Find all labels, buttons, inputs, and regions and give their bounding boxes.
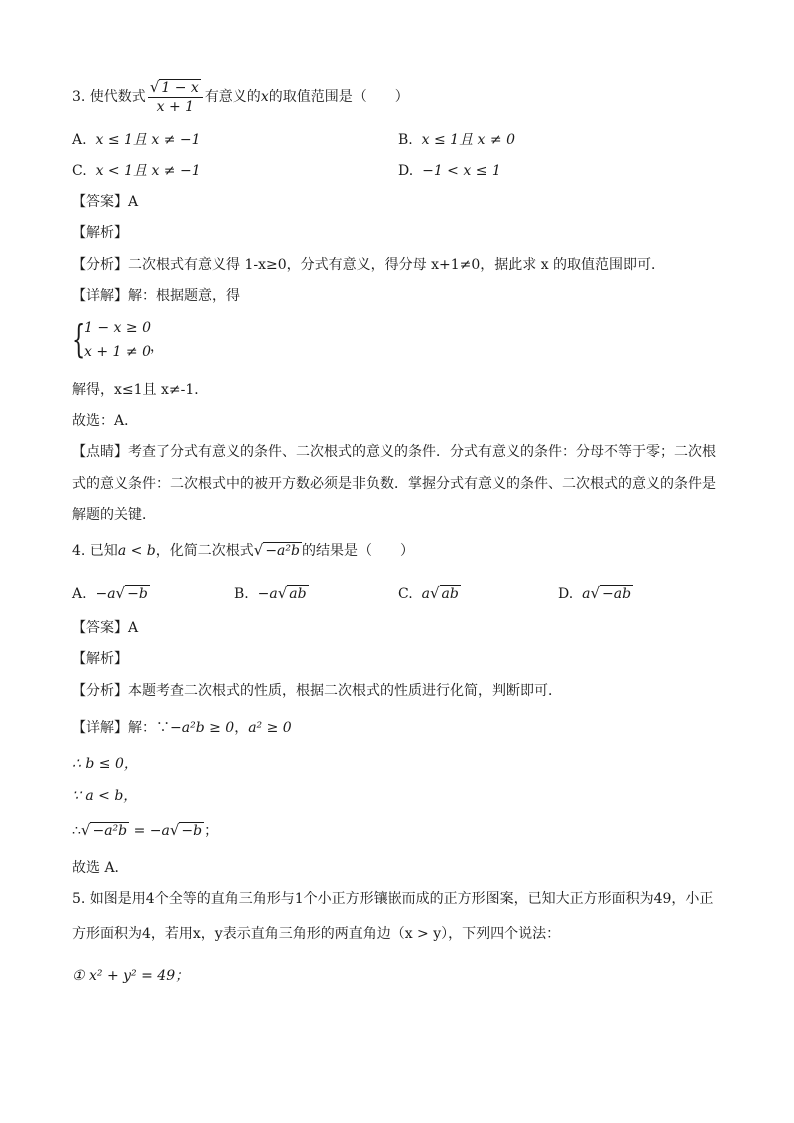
answer-tag: 【答案】 (72, 194, 128, 210)
q3-dianjing-3: 解题的关键． (72, 507, 156, 523)
q3-xiangjie (72, 286, 240, 306)
q3-fraction: $\frac{√ 1 - x}{x + 1}$ (148, 78, 203, 116)
q4-option-b (234, 583, 309, 604)
option-text: x ≤ 1且 x ≠ 0 (421, 132, 515, 148)
answer-value: A (128, 620, 139, 636)
q5-item-1: ① x² + y² = 49； (72, 968, 190, 984)
option-radical: √ ab (277, 584, 307, 602)
step3-end: ； (204, 823, 219, 839)
option-label: D. (558, 586, 574, 602)
option-label: B. (398, 132, 413, 148)
q3-analysis-tag (72, 223, 128, 243)
radicand: −b (127, 586, 148, 602)
q4-mid: ，化简二次根式 (155, 543, 254, 559)
xiangjie-text: 解：根据题意，得 (128, 288, 240, 304)
xiangjie-sep: ， (234, 720, 249, 736)
fenxi-text: 本题考查二次根式的性质，根据二次根式的性质进行化简，判断即可． (128, 683, 562, 699)
option-coef: a (421, 586, 430, 602)
q4-option-a (72, 583, 150, 604)
q4-choose: 故选 A． (72, 860, 129, 876)
radicand: −a²b (265, 543, 300, 559)
option-label: B. (234, 586, 249, 602)
xiangjie-expr-1: −a²b ≥ 0 (170, 720, 235, 736)
sys-line-1: 1 − x ≥ 0 (84, 320, 151, 336)
dianjing-tag: 【点睛】 (72, 444, 128, 460)
q4-suffix: 的结果是（ ） (301, 543, 414, 559)
q3-var: x (260, 89, 269, 105)
sys-comma: ， (150, 339, 164, 355)
dianjing-text: 考查了分式有意义的条件、二次根式的意义的条件．分式有意义的条件：分母不等于零；二次根 (128, 444, 716, 460)
option-text: x < 1且 x ≠ −1 (95, 163, 201, 179)
option-coef: −a (95, 586, 116, 602)
q3-suffix-b: 的取值范围是（ ） (268, 89, 409, 105)
q3-solve: 解得，x≤1且 x≠-1． (72, 382, 209, 398)
q4-option-c (398, 583, 461, 604)
sys-line-2: x + 1 ≠ 0 (84, 344, 151, 360)
q3-answer (72, 192, 138, 212)
q3-choose: 故选：A． (72, 413, 139, 429)
option-text: x ≤ 1且 x ≠ −1 (95, 132, 201, 148)
q3-inequality-system (72, 318, 192, 364)
q4-answer (72, 618, 138, 638)
q3-option-d (398, 161, 501, 181)
q3-option-a (72, 130, 201, 150)
q4-condition: a < b (117, 543, 156, 559)
option-label: C. (72, 163, 87, 179)
answer-value: A (128, 194, 139, 210)
radicand: ab (441, 586, 459, 602)
xiangjie-tag: 【详解】 (72, 288, 128, 304)
brace-symbol: { (72, 317, 86, 361)
option-label: A. (72, 586, 87, 602)
fenxi-text: 二次根式有意义得 1-x≥0，分式有意义，得分母 x+1≠0，据此求 x 的取值范围即可． (128, 257, 666, 273)
q4-prefix: 4. 已知 (72, 543, 118, 559)
step3-eq: = −a (129, 823, 170, 839)
option-radical: √ ab (429, 584, 459, 602)
radicand: −ab (602, 586, 632, 602)
q4-analysis-tag (72, 649, 128, 669)
q4-step-3 (72, 820, 218, 841)
step3-radical: √ −a²b (80, 821, 128, 839)
option-radical: √ −ab (590, 584, 632, 602)
option-label: D. (398, 163, 414, 179)
option-label: C. (398, 586, 413, 602)
q5-line-2: 方形面积为4，若用x，y表示直角三角形的两直角边（x > y），下列四个说法： (72, 926, 561, 942)
q3-dianjing-2: 式的意义条件：二次根式中的被开方数必须是非负数．掌握分式有意义的条件、二次根式的意义的条件是 (72, 476, 716, 492)
q4-step-1: ∴ b ≤ 0， (72, 756, 138, 772)
fenxi-tag: 【分析】 (72, 683, 128, 699)
q3-prefix: 3. 使代数式 (72, 89, 146, 105)
option-radical: √ −b (115, 584, 148, 602)
q3-stem (72, 78, 409, 114)
q4-xiangjie (72, 718, 292, 738)
option-coef: −a (257, 586, 278, 602)
q3-option-b (398, 130, 515, 150)
radicand: −b (181, 823, 203, 839)
fenxi-tag: 【分析】 (72, 257, 128, 273)
q3-frac-den: x + 1 (156, 99, 195, 115)
q5-line-1: 5. 如图是用4个全等的直角三角形与1个小正方形镶嵌而成的正方形图案，已知大正方形面积为49，小正 (72, 891, 714, 907)
xiangjie-expr-2: a² ≥ 0 (248, 720, 292, 736)
answer-tag: 【答案】 (72, 620, 128, 636)
option-coef: a (582, 586, 591, 602)
q4-step-2: ∵ a < b， (72, 788, 138, 804)
option-label: A. (72, 132, 87, 148)
q4-stem (72, 540, 414, 561)
step3-radical-2: √ −b (169, 821, 203, 839)
radicand: ab (289, 586, 307, 602)
q4-fenxi (72, 681, 562, 701)
q4-radical: √ −a²b (253, 541, 300, 559)
q3-option-c (72, 161, 201, 181)
q3-fenxi (72, 255, 665, 275)
q4-option-d (558, 583, 633, 604)
q3-dianjing-1 (72, 442, 716, 462)
radicand: −a²b (92, 823, 128, 839)
option-text: −1 < x ≤ 1 (422, 163, 501, 179)
analysis-tag: 【解析】 (72, 651, 128, 667)
therefore-symbol: ∴ (72, 823, 81, 839)
xiangjie-pre: 解：∵ (128, 720, 170, 736)
analysis-tag: 【解析】 (72, 225, 128, 241)
q3-suffix-a: 有意义的 (204, 89, 261, 105)
q3-frac-num: 1 − x (161, 80, 199, 96)
xiangjie-tag: 【详解】 (72, 720, 128, 736)
